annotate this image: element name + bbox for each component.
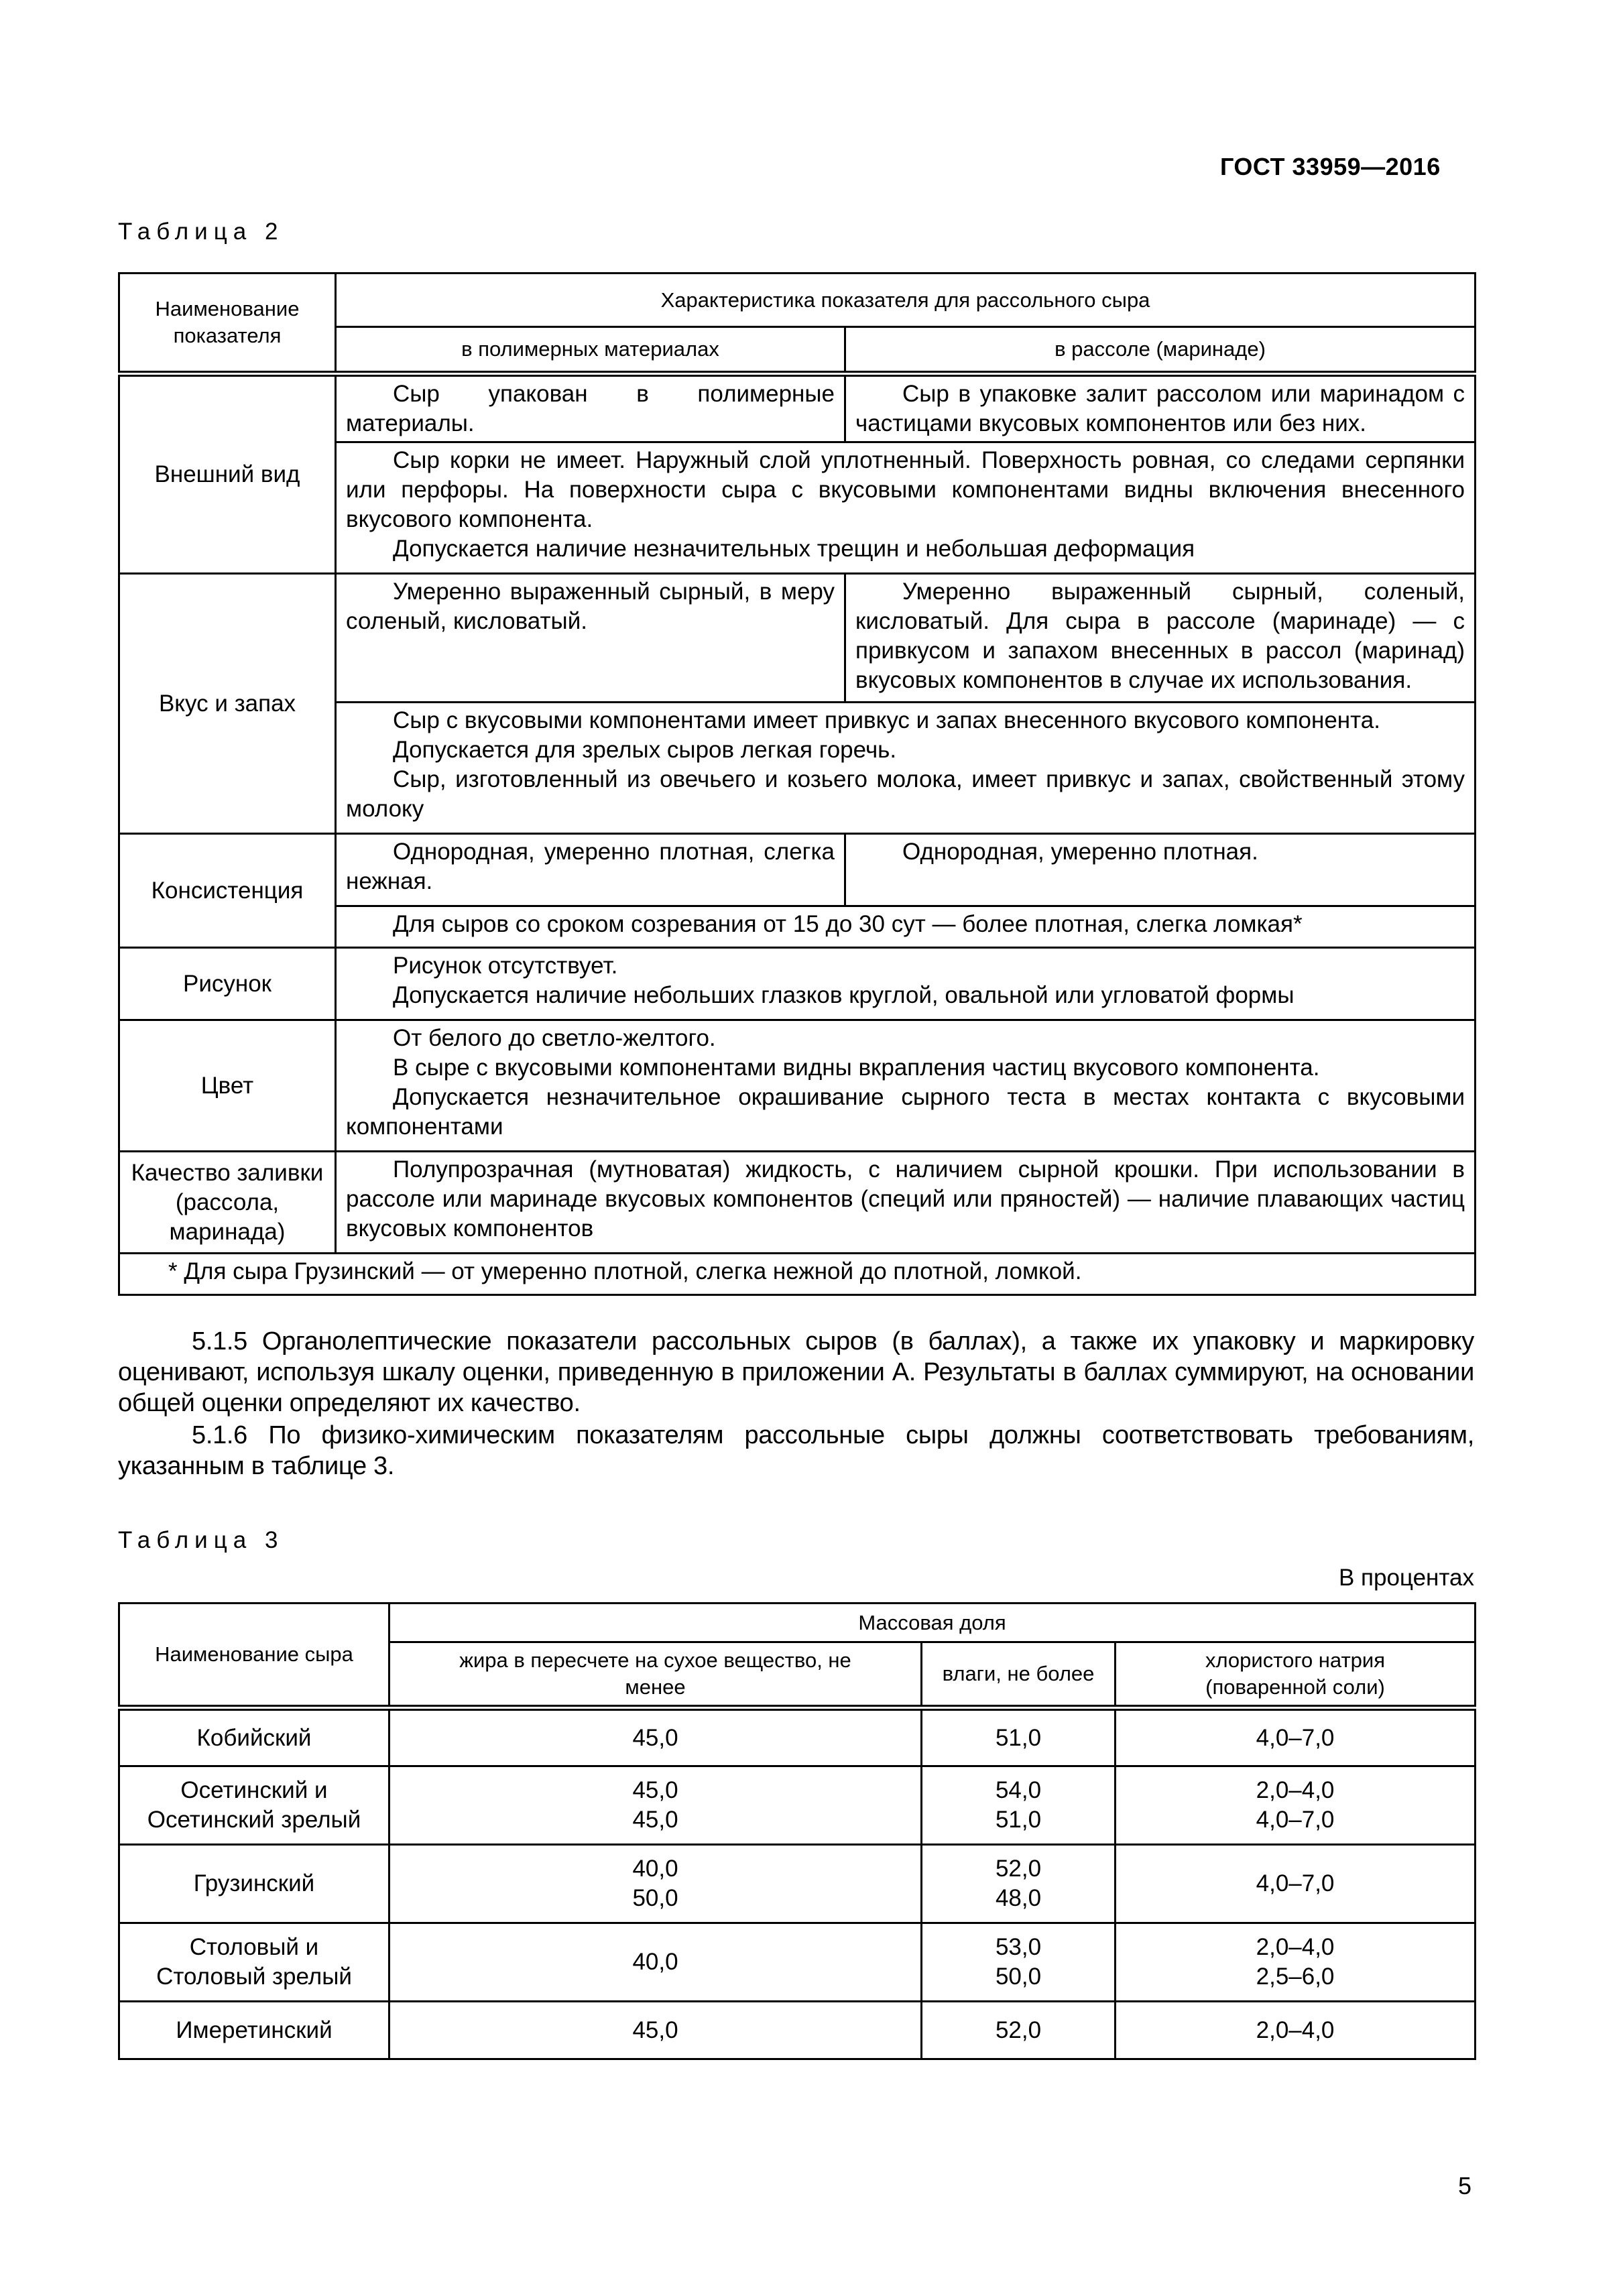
cell-line: 54,0 (995, 1777, 1042, 1803)
cell-text: Полупрозрачная (мутноватая) жидкость, с наличием сырной крошки. При использовании в рассоле или маринаде вкусовых компонентов (специй или пряностей) — наличие плавающих частиц вкусовых компонентов (346, 1156, 1465, 1242)
cell-text: Умеренно выраженный сырный, в меру соленый, кисловатый. (346, 579, 835, 634)
t3-cell-moisture (922, 1923, 1116, 2002)
t2-cell-brine (845, 834, 1476, 906)
cell-line: 45,0 (632, 1777, 678, 1803)
t3-cell-fat (389, 1845, 922, 1923)
t3-cell-salt (1116, 1766, 1476, 1845)
cell-line: Осетинский и (180, 1777, 328, 1803)
cell-text: Допускается наличие небольших глазков круглой, овальной или угловатой формы (393, 982, 1295, 1008)
t3-cell-name (119, 1845, 389, 1923)
cell-line: 4,0–7,0 (1256, 1807, 1335, 1833)
table2-caption: Таблица 2 (118, 219, 284, 245)
standard-number: ГОСТ 33959—2016 (1220, 153, 1441, 180)
t3-cell-moisture (922, 1708, 1116, 1766)
cell-text: Допускается незначительное окрашивание сырного теста в местах контакта с вкусовыми компонентами (346, 1084, 1465, 1140)
t3-header-moisture: влаги, не более (922, 1642, 1116, 1708)
paragraph-5-1-5 (118, 1326, 1474, 1418)
cell-text: Сыр с вкусовыми компонентами имеет привкус и запах внесенного вкусового компонента. (393, 707, 1380, 733)
t2-row-name: Рисунок (119, 948, 336, 1020)
cell-line: 40,0 (632, 1856, 678, 1882)
t2-row-name: Вкус и запах (119, 574, 336, 834)
cell-line: 53,0 (995, 1934, 1042, 1960)
cell-line: 45,0 (632, 1807, 678, 1833)
cell-line: 40,0 (632, 1949, 678, 1975)
cell-line: 4,0–7,0 (1256, 1870, 1335, 1896)
t3-header-fat: жира в пересчете на сухое вещество, не менее (389, 1642, 922, 1708)
table3-caption: Таблица 3 (118, 1527, 284, 1553)
t2-cell-common (336, 442, 1476, 574)
cell-text: Допускается наличие незначительных трещин и небольшая деформация (393, 536, 1195, 562)
cell-text: Однородная, умеренно плотная. (902, 839, 1258, 865)
cell-line: 2,0–4,0 (1256, 2016, 1335, 2043)
t2-row-name: Консистенция (119, 834, 336, 948)
t2-cell-common (336, 1020, 1476, 1152)
cell-line: 52,0 (995, 2016, 1042, 2043)
t3-cell-fat (389, 1766, 922, 1845)
t2-header-polymer: в полимерных материалах (336, 327, 845, 374)
t2-cell-polymer (336, 374, 845, 442)
paragraph-text: 5.1.5 Органолептические показатели рассольных сыров (в баллах), а также их упаковку и маркировку оценивают, используя шкалу оценки, приведенную в приложении А. Результаты в баллах суммируют, на основании общей оценки определяют их качество. (118, 1327, 1474, 1417)
cell-line: 2,5–6,0 (1256, 1963, 1335, 1990)
cell-text: Сыр упакован в полимерные материалы. (346, 381, 835, 436)
cell-text: Сыр в упаковке залит рассолом или маринадом с частицами вкусовых компонентов или без них. (855, 381, 1465, 436)
t3-cell-name (119, 1766, 389, 1845)
cell-text: В сыре с вкусовыми компонентами видны вкрапления частиц вкусового компонента. (393, 1054, 1320, 1081)
cell-line: 48,0 (995, 1885, 1042, 1911)
t3-cell-moisture (922, 1845, 1116, 1923)
t3-cell-fat (389, 1708, 922, 1766)
t3-header-group: Массовая доля (389, 1604, 1476, 1642)
cell-line: 51,0 (995, 1724, 1042, 1751)
t2-cell-common (336, 906, 1476, 948)
t2-row-name: Качество заливки (рассола, маринада) (119, 1152, 336, 1254)
cell-text: Для сыров со сроком созревания от 15 до 30 сут — более плотная, слегка ломкая* (393, 911, 1303, 937)
cell-text: Однородная, умеренно плотная, слегка нежная. (346, 839, 835, 894)
cell-line: 51,0 (995, 1807, 1042, 1833)
t2-footnote: * Для сыра Грузинский — от умеренно плотной, слегка нежной до плотной, ломкой. (119, 1254, 1476, 1295)
t3-header-name: Наименование сыра (119, 1604, 389, 1708)
t3-cell-name (119, 2002, 389, 2059)
table3-unit: В процентах (1338, 1565, 1474, 1591)
cell-line: 52,0 (995, 1856, 1042, 1882)
t3-cell-name (119, 1923, 389, 2002)
t3-cell-salt (1116, 1923, 1476, 2002)
t2-cell-polymer (336, 574, 845, 703)
cell-line: Грузинский (193, 1870, 315, 1896)
t3-cell-moisture (922, 2002, 1116, 2059)
t2-cell-common (336, 948, 1476, 1020)
cell-line: 45,0 (632, 2016, 678, 2043)
cell-line: 2,0–4,0 (1256, 1777, 1335, 1803)
t3-cell-fat (389, 2002, 922, 2059)
t2-header-name: Наименование показателя (119, 274, 336, 374)
table-3 (118, 1602, 1476, 2060)
t2-row-name: Внешний вид (119, 374, 336, 574)
t2-cell-common (336, 1152, 1476, 1254)
t3-cell-salt (1116, 2002, 1476, 2059)
cell-line: 50,0 (995, 1963, 1042, 1990)
cell-line: 45,0 (632, 1724, 678, 1751)
t3-cell-salt (1116, 1708, 1476, 1766)
t3-cell-fat (389, 1923, 922, 2002)
page-number: 5 (1458, 2172, 1472, 2199)
paragraph-5-1-6 (118, 1420, 1474, 1482)
cell-text: Допускается для зрелых сыров легкая горечь. (393, 737, 897, 763)
cell-text: Сыр корки не имеет. Наружный слой уплотненный. Поверхность ровная, со следами серпянки или перфоры. На поверхности сыра с вкусовыми компонентами видны включения внесенного вкусового компонента. (346, 447, 1465, 532)
t3-cell-name (119, 1708, 389, 1766)
cell-text: Сыр, изготовленный из овечьего и козьего молока, имеет привкус и запах, свойственный этому молоку (346, 766, 1465, 822)
t3-cell-salt (1116, 1845, 1476, 1923)
cell-text: Рисунок отсутствует. (393, 953, 618, 979)
cell-text: Умеренно выраженный сырный, соленый, кисловатый. Для сыра в рассоле (маринаде) — с привкусом и запахом внесенных в рассол (маринад) вкусовых компонентов в случае их использования. (855, 579, 1465, 693)
cell-line: 4,0–7,0 (1256, 1724, 1335, 1751)
t2-cell-common (336, 703, 1476, 834)
t2-header-group: Характеристика показателя для рассольного сыра (336, 274, 1476, 327)
t3-header-salt: хлористого натрия (поваренной соли) (1116, 1642, 1476, 1708)
t2-cell-brine (845, 574, 1476, 703)
cell-line: Столовый зрелый (156, 1963, 352, 1990)
t3-cell-moisture (922, 1766, 1116, 1845)
t2-header-brine: в рассоле (маринаде) (845, 327, 1476, 374)
cell-line: Кобийский (196, 1724, 312, 1751)
cell-text: От белого до светло-желтого. (393, 1025, 716, 1051)
t2-cell-brine (845, 374, 1476, 442)
t2-cell-polymer (336, 834, 845, 906)
table-2 (118, 272, 1476, 1296)
cell-line: Столовый и (189, 1934, 319, 1960)
t2-row-name: Цвет (119, 1020, 336, 1152)
cell-line: Осетинский зрелый (147, 1807, 361, 1833)
paragraph-text: 5.1.6 По физико-химическим показателям рассольные сыры должны соответствовать требованиям, указанным в таблице 3. (118, 1421, 1474, 1480)
cell-line: Имеретинский (176, 2016, 333, 2043)
cell-line: 2,0–4,0 (1256, 1934, 1335, 1960)
cell-line: 50,0 (632, 1885, 678, 1911)
